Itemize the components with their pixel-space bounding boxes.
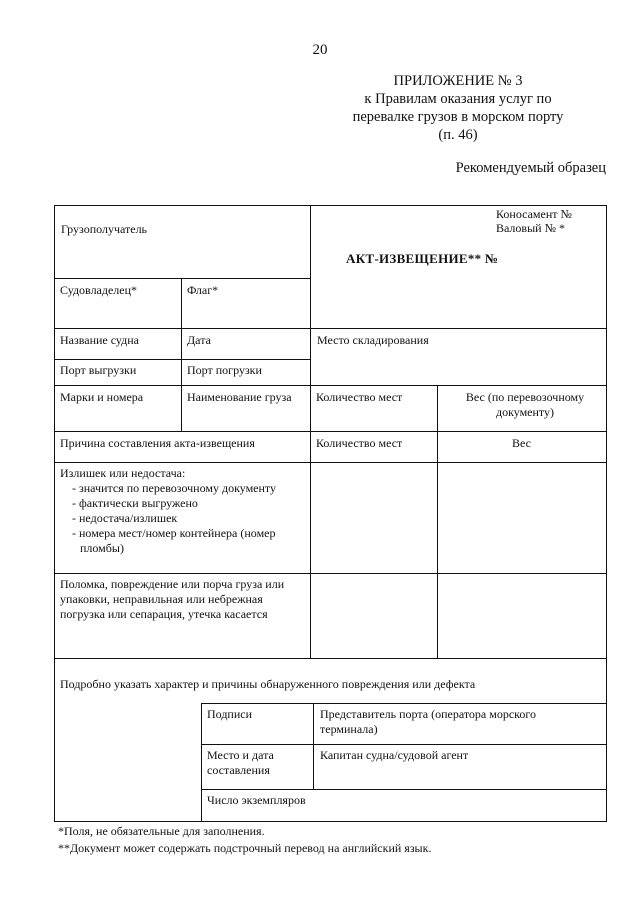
copies-count-label: Число экземпляров xyxy=(207,793,306,807)
packages-quantity-label-2: Количество мест xyxy=(316,436,403,450)
list-item: - фактически выгружено xyxy=(66,496,300,511)
shipowner-label: Судовладелец* xyxy=(60,283,138,297)
divider xyxy=(310,205,311,658)
appendix-clause: (п. 46) xyxy=(438,127,478,143)
divider xyxy=(201,744,607,745)
divider xyxy=(313,703,314,789)
divider xyxy=(201,703,202,822)
appendix-subtitle-1: к Правилам оказания услуг по xyxy=(364,91,552,107)
storage-place-label: Место складирования xyxy=(317,333,429,347)
port-representative-label: Представитель порта (оператора морского терминала) xyxy=(320,707,537,736)
divider xyxy=(54,328,607,329)
marks-numbers-label: Марки и номера xyxy=(60,390,144,404)
damage-description-label: Поломка, повреждение или порча груза или упаковки, неправильная или небрежная погрузка или сепарация, утечка касается xyxy=(60,577,285,621)
list-item: - недостача/излишек xyxy=(66,511,300,526)
divider xyxy=(437,385,438,658)
bill-of-lading-label: Коносамент № xyxy=(496,207,572,221)
divider xyxy=(54,385,607,386)
divider xyxy=(54,278,310,279)
surplus-shortage-title: Излишек или недостача: xyxy=(60,466,186,480)
divider xyxy=(181,278,182,431)
divider xyxy=(54,359,310,360)
divider xyxy=(201,789,607,790)
captain-label: Капитан судна/судовой агент xyxy=(320,748,469,762)
surplus-shortage-list xyxy=(66,481,300,556)
port-loading-label: Порт погрузки xyxy=(187,363,262,377)
recommended-sample-label: Рекомендуемый образец xyxy=(455,160,606,176)
act-title: АКТ-ИЗВЕЩЕНИЕ** № xyxy=(346,251,499,266)
place-date-label: Место и дата составления xyxy=(207,748,274,777)
divider xyxy=(54,658,607,659)
page-number: 20 xyxy=(312,42,328,58)
gross-number-label: Валовый № * xyxy=(496,221,566,235)
weight-label: Вес xyxy=(512,436,531,450)
surplus-shortage-block xyxy=(60,466,300,556)
act-reason-label: Причина составления акта-извещения xyxy=(60,436,255,450)
appendix-title: ПРИЛОЖЕНИЕ № 3 xyxy=(393,73,523,89)
packages-quantity-label: Количество мест xyxy=(316,390,403,404)
footnote-optional-fields: *Поля, не обязательные для заполнения. xyxy=(58,824,265,838)
consignee-label: Грузополучатель xyxy=(61,222,148,236)
divider xyxy=(201,703,607,704)
weight-document-label: Вес (по перевозочному документу) xyxy=(465,390,585,419)
divider xyxy=(54,573,607,574)
footnote-translation: **Документ может содержать подстрочный перевод на английский язык. xyxy=(58,841,432,855)
vessel-name-label: Название судна xyxy=(60,333,140,347)
date-label: Дата xyxy=(187,333,211,347)
list-item: - значится по перевозочному документу xyxy=(66,481,300,496)
list-item: - номера мест/номер контейнера (номер пломбы) xyxy=(66,526,300,556)
details-label: Подробно указать характер и причины обнаруженного повреждения или дефекта xyxy=(60,677,476,691)
port-discharge-label: Порт выгрузки xyxy=(60,363,137,377)
cargo-name-label: Наименование груза xyxy=(187,390,292,404)
flag-label: Флаг* xyxy=(187,283,219,297)
signatures-label: Подписи xyxy=(207,707,253,721)
divider xyxy=(54,431,607,432)
appendix-subtitle-2: перевалке грузов в морском порту xyxy=(352,109,564,125)
divider xyxy=(54,462,607,463)
